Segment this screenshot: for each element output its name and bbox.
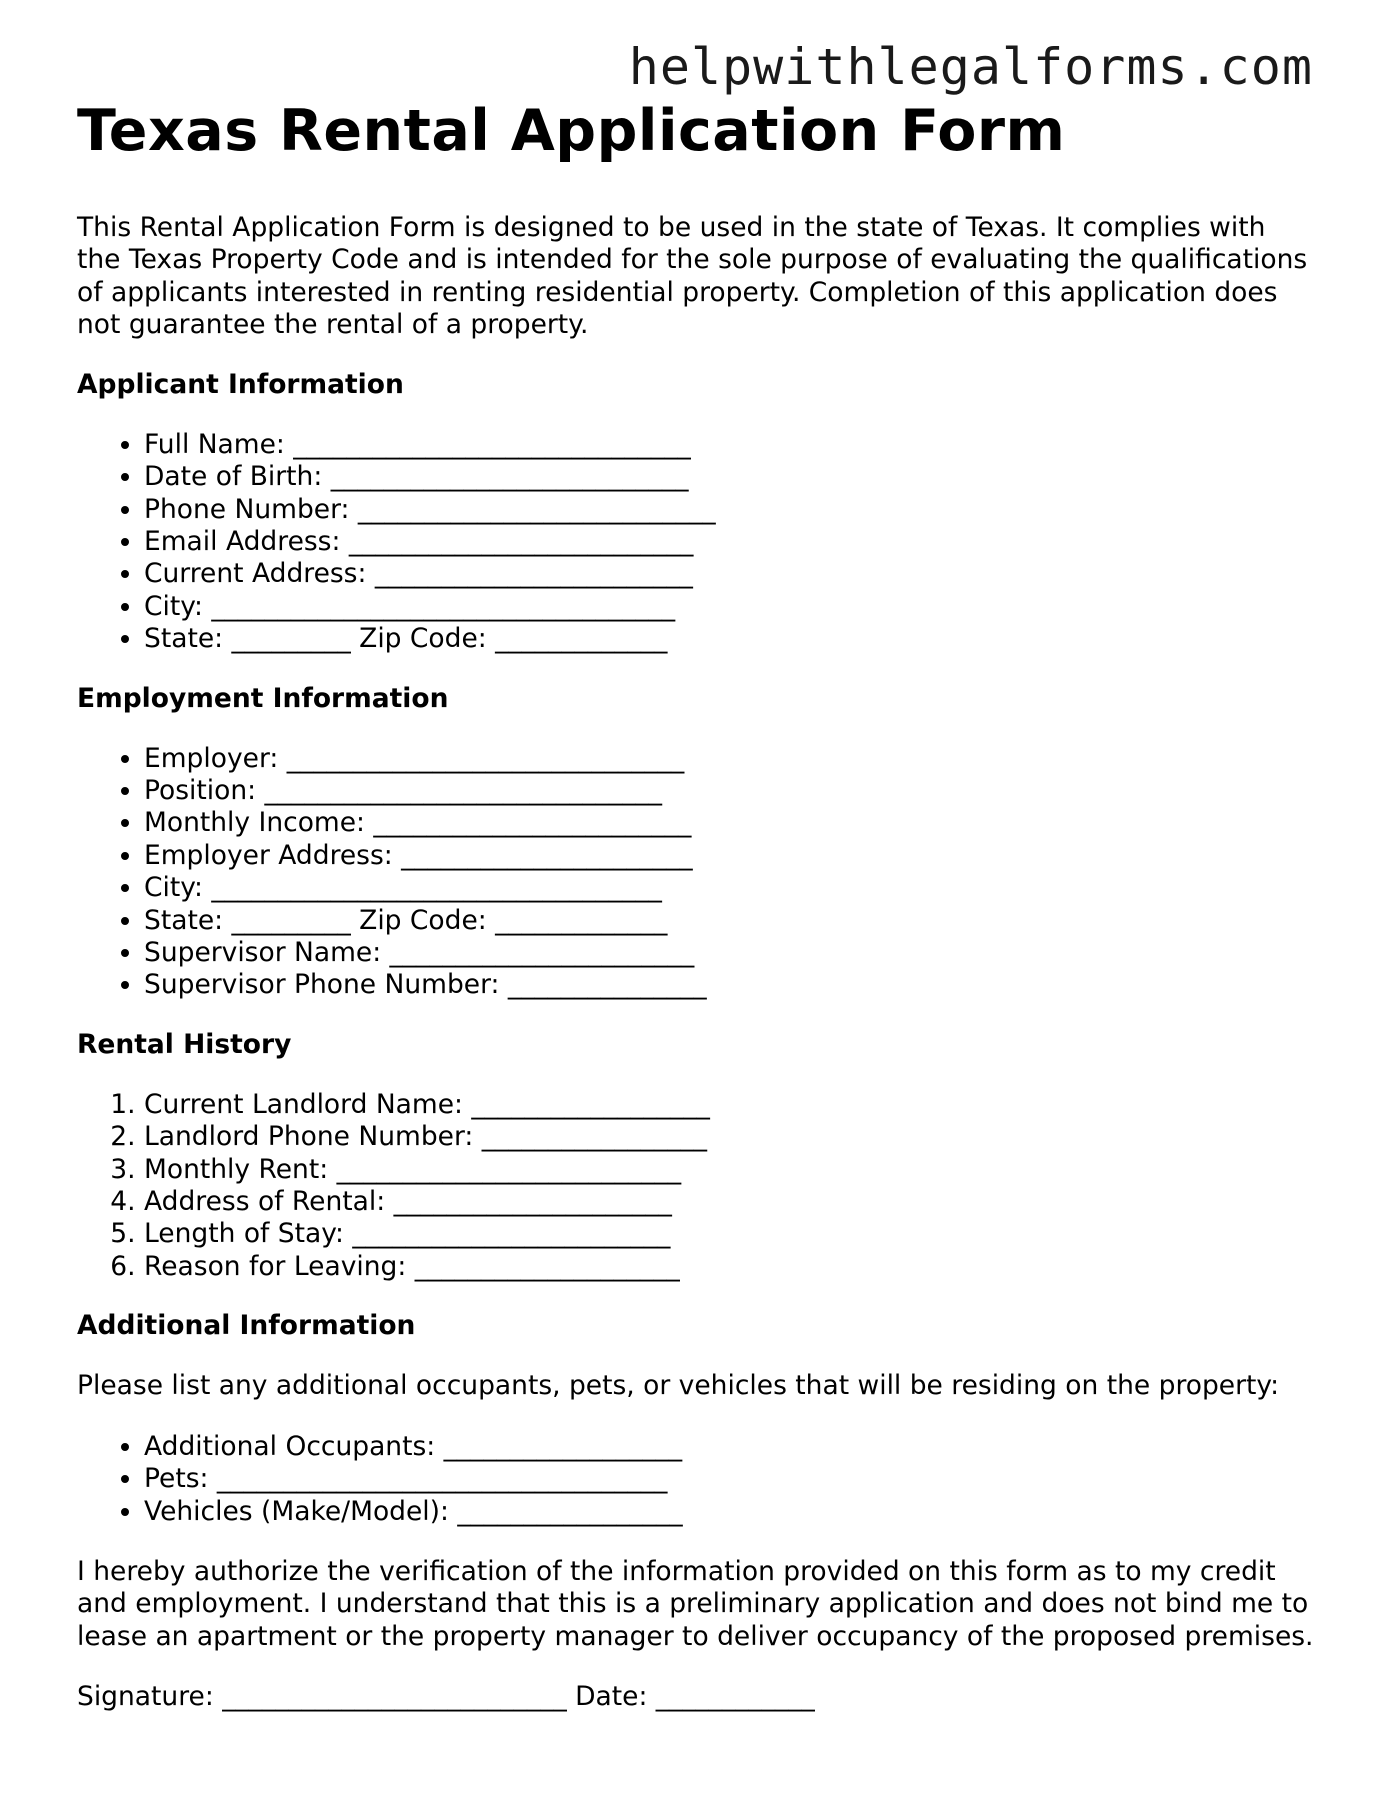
employment-supervisor-name[interactable]: • Supervisor Name: _______________________ [144, 937, 1317, 969]
employment-city[interactable]: • City: __________________________________ [144, 872, 1317, 904]
site-watermark: helpwithlegalforms.com [628, 38, 1313, 96]
rental-monthly-rent[interactable]: 3. Monthly Rent: __________________________ [144, 1154, 1317, 1186]
applicant-current-address[interactable]: • Current Address: ________________________ [144, 558, 1317, 590]
additional-list [77, 1431, 1317, 1528]
intro-paragraph: This Rental Application Form is designed to be used in the state of Texas. It complies with the Texas Property Code and is intended for the sole purpose of evaluating the qualifications of applicants interested in renting residential property. Completion of this application does not guarantee the rental of a property. [77, 211, 1308, 341]
applicant-email[interactable]: • Email Address: __________________________ [144, 526, 1317, 558]
additional-vehicles[interactable]: • Vehicles (Make/Model): _________________ [144, 1496, 1317, 1528]
page-title: Texas Rental Application Form [77, 98, 1066, 164]
employment-list [77, 743, 1317, 1002]
rental-landlord-name[interactable]: 1. Current Landlord Name: __________________ [144, 1089, 1317, 1121]
form-document [77, 100, 1317, 1713]
applicant-city[interactable]: • City: ___________________________________ [144, 591, 1317, 623]
employment-position[interactable]: • Position: ______________________________ [144, 775, 1317, 807]
applicant-list [77, 429, 1317, 656]
applicant-state-zip[interactable]: • State: _________ Zip Code: _____________ [144, 623, 1317, 655]
additional-pets[interactable]: • Pets: __________________________________ [144, 1463, 1317, 1495]
employment-employer-address[interactable]: • Employer Address: ______________________ [144, 840, 1317, 872]
signature-date-line[interactable]: Signature: __________________________ Date: ____________ [77, 1680, 815, 1712]
rental-length-of-stay[interactable]: 5. Length of Stay: ________________________ [144, 1218, 1317, 1250]
rental-history-heading: Rental History [77, 1028, 292, 1060]
authorization-paragraph: I hereby authorize the verification of the information provided on this form as to my credit and employment. I understand that this is a preliminary application and does not bind me to lease an apartment or the property manager to deliver occupancy of the proposed premises. [77, 1555, 1314, 1652]
applicant-full-name[interactable]: • Full Name: ______________________________ [144, 429, 1317, 461]
employment-supervisor-phone[interactable]: • Supervisor Phone Number: _______________ [144, 969, 1317, 1001]
employment-state-zip[interactable]: • State: _________ Zip Code: _____________ [144, 905, 1317, 937]
employment-monthly-income[interactable]: • Monthly Income: ________________________ [144, 807, 1317, 839]
applicant-heading: Applicant Information [77, 368, 404, 400]
rental-landlord-phone[interactable]: 2. Landlord Phone Number: _________________ [144, 1121, 1317, 1153]
rental-history-list [77, 1089, 1317, 1283]
additional-heading: Additional Information [77, 1310, 416, 1342]
rental-address[interactable]: 4. Address of Rental: _____________________ [144, 1186, 1317, 1218]
applicant-phone[interactable]: • Phone Number: ___________________________ [144, 494, 1317, 526]
employment-employer[interactable]: • Employer: ______________________________ [144, 743, 1317, 775]
additional-prompt: Please list any additional occupants, pets, or vehicles that will be residing on the property: [77, 1370, 1280, 1402]
employment-heading: Employment Information [77, 682, 449, 714]
additional-occupants[interactable]: • Additional Occupants: __________________ [144, 1431, 1317, 1463]
rental-reason-for-leaving[interactable]: 6. Reason for Leaving: ____________________ [144, 1251, 1317, 1283]
applicant-date-of-birth[interactable]: • Date of Birth: ___________________________ [144, 461, 1317, 493]
